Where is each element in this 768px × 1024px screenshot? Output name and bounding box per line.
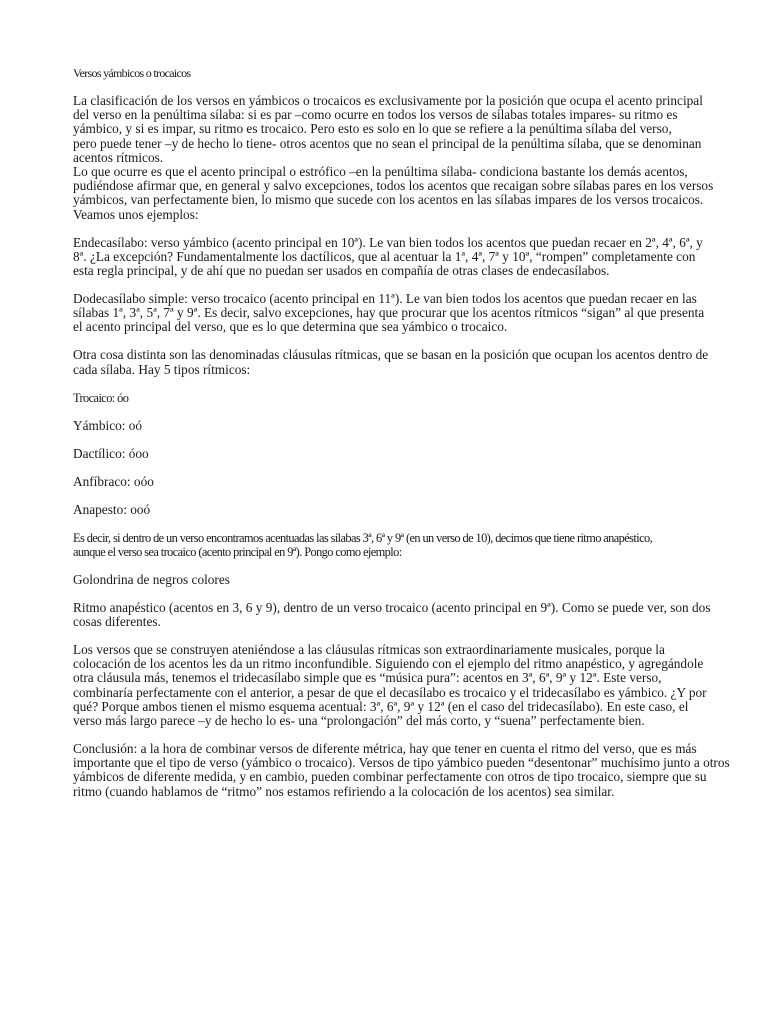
- text-line: el acento principal del verso, que es lo que determina que sea yámbico o trocaico.: [73, 319, 508, 335]
- text-line: Trocaico: óo: [73, 390, 129, 405]
- text-line: verso más largo parece –y de hecho lo es- una “prolongación” del más corto, y “suena” perfectamente bien.: [73, 713, 645, 729]
- text-line: cada sílaba. Hay 5 tipos rítmicos:: [73, 361, 251, 377]
- text-line: cosas diferentes.: [73, 614, 161, 630]
- text-line: Conclusión: a la hora de combinar versos de diferente métrica, hay que tener en cuenta el ritmo del verso, que es más: [73, 741, 697, 757]
- text-line: yámbicos de diferente medida, y en cambio, pueden combinar perfectamente con otros de tipo trocaico, siempre que su: [73, 769, 707, 785]
- text-line: Veamos unos ejemplos:: [73, 206, 199, 222]
- text-line: Anfíbraco: oóo: [73, 473, 154, 489]
- paragraph: [73, 391, 695, 405]
- paragraph: [73, 347, 709, 377]
- text-line: Yámbico: oó: [73, 417, 143, 433]
- paragraph: [73, 475, 695, 489]
- text-line: qué? Porque ambos tienen el mismo esquema acentual: 3ª, 6ª, 9ª y 12ª (en el caso del tridecasílabo). En este caso, el: [73, 698, 689, 714]
- paragraph: [73, 599, 711, 630]
- paragraph: [73, 234, 703, 279]
- paragraph: [73, 93, 714, 222]
- paragraph: [73, 291, 705, 335]
- paragraph: [73, 503, 695, 517]
- text-line: Es decir, si dentro de un verso encontramos acentuadas las sílabas 3ª, 6ª y 9ª (en un verso de 10), decimos que tiene ritmo anapéstico,: [73, 530, 653, 545]
- document-body: [73, 93, 730, 799]
- paragraph: [73, 741, 730, 799]
- text-line: otra cláusula más, tenemos el tridecasílabo simple que es “música pura”: acentos en 3ª, 6ª, 9ª y 12ª. Este verso,: [73, 670, 662, 686]
- paragraph: [73, 573, 695, 587]
- text-line: yámbico, y si es impar, su ritmo es trocaico. Pero esto es solo en lo que se refiere a la penúltima sílaba del verso,: [73, 121, 672, 137]
- text-line: importante que el tipo de verso (yámbico o trocaico). Versos de tipo yámbico pueden “desentonar” muchísimo junto a otros: [73, 755, 730, 771]
- text-line: pero puede tener –y de hecho lo tiene- otros acentos que no sean el principal de la penúltima sílaba, que se denominan: [73, 135, 702, 151]
- text-line: Lo que ocurre es que el acento principal o estrófico –en la penúltima sílaba- condiciona bastante los demás acentos,: [73, 164, 688, 180]
- text-line: La clasificación de los versos en yámbicos o trocaicos es exclusivamente por la posición que ocupa el acento principal: [73, 93, 703, 108]
- text-line: colocación de los acentos les da un ritmo inconfundible. Siguiendo con el ejemplo del ritmo anapéstico, y agregándole: [73, 656, 704, 672]
- text-line: pudiéndose afirmar que, en general y salvo excepciones, todos los acentos que recaigan sobre sílabas pares en los versos: [73, 178, 714, 194]
- text-line: yámbicos, van perfectamente bien, lo mismo que sucede con los acentos en las sílabas impares de los versos trocaicos.: [73, 192, 704, 208]
- document-title-text: Versos yámbicos o trocaicos: [73, 66, 191, 80]
- paragraph: [73, 419, 695, 433]
- paragraph: [73, 447, 695, 461]
- text-line: del verso en la penúltima sílaba: si es par –como ocurre en todos los versos de sílabas totales impares- su ritmo es: [73, 107, 678, 123]
- text-line: Otra cosa distinta son las denominadas cláusulas rítmicas, que se basan en la posición que ocupan los acentos dentro de: [73, 347, 709, 363]
- paragraph: [73, 642, 707, 729]
- text-line: sílabas 1ª, 3ª, 5ª, 7ª y 9ª. Es decir, salvo excepciones, hay que procurar que los acentos rítmicos “sigan” al que presenta: [73, 305, 705, 321]
- text-line: esta regla principal, y de ahí que no puedan ser usados en compañía de otras clases de endecasílabos.: [73, 263, 610, 279]
- text-line: Endecasílabo: verso yámbico (acento principal en 10ª). Le van bien todos los acentos que puedan recaer en 2ª, 4ª, 6ª, y: [73, 234, 703, 250]
- text-line: Dodecasílabo simple: verso trocaico (acento principal en 11ª). Le van bien todos los acentos que puedan recaer en las: [73, 291, 697, 307]
- document-page: [73, 66, 730, 813]
- paragraph: [73, 531, 695, 559]
- text-line: aunque el verso sea trocaico (acento principal en 9ª). Pongo como ejemplo:: [73, 544, 402, 559]
- text-line: Golondrina de negros colores: [73, 571, 230, 587]
- text-line: 8ª. ¿La excepción? Fundamentalmente los dactílicos, que al acentuar la 1ª, 4ª, 7ª y 10ª, “rompen” completamente con: [73, 248, 696, 264]
- text-line: Dactílico: óoo: [73, 445, 149, 461]
- text-line: ritmo (cuando hablamos de “ritmo” nos estamos refiriendo a la colocación de los acentos) sea similar.: [73, 783, 615, 799]
- text-line: Los versos que se construyen ateniéndose a las cláusulas rítmicas son extraordinariamente musicales, porque la: [73, 642, 665, 658]
- text-line: combinaría perfectamente con el anterior, a pesar de que el decasílabo es trocaico y el tridecasílabo es yámbico. ¿Y por: [73, 684, 707, 700]
- text-line: Anapesto: ooó: [73, 501, 151, 517]
- text-line: acentos rítmicos.: [73, 149, 164, 165]
- text-line: Ritmo anapéstico (acentos en 3, 6 y 9), dentro de un verso trocaico (acento principal en 9ª). Como se puede ver, son dos: [73, 599, 711, 615]
- document-title: [73, 66, 695, 80]
